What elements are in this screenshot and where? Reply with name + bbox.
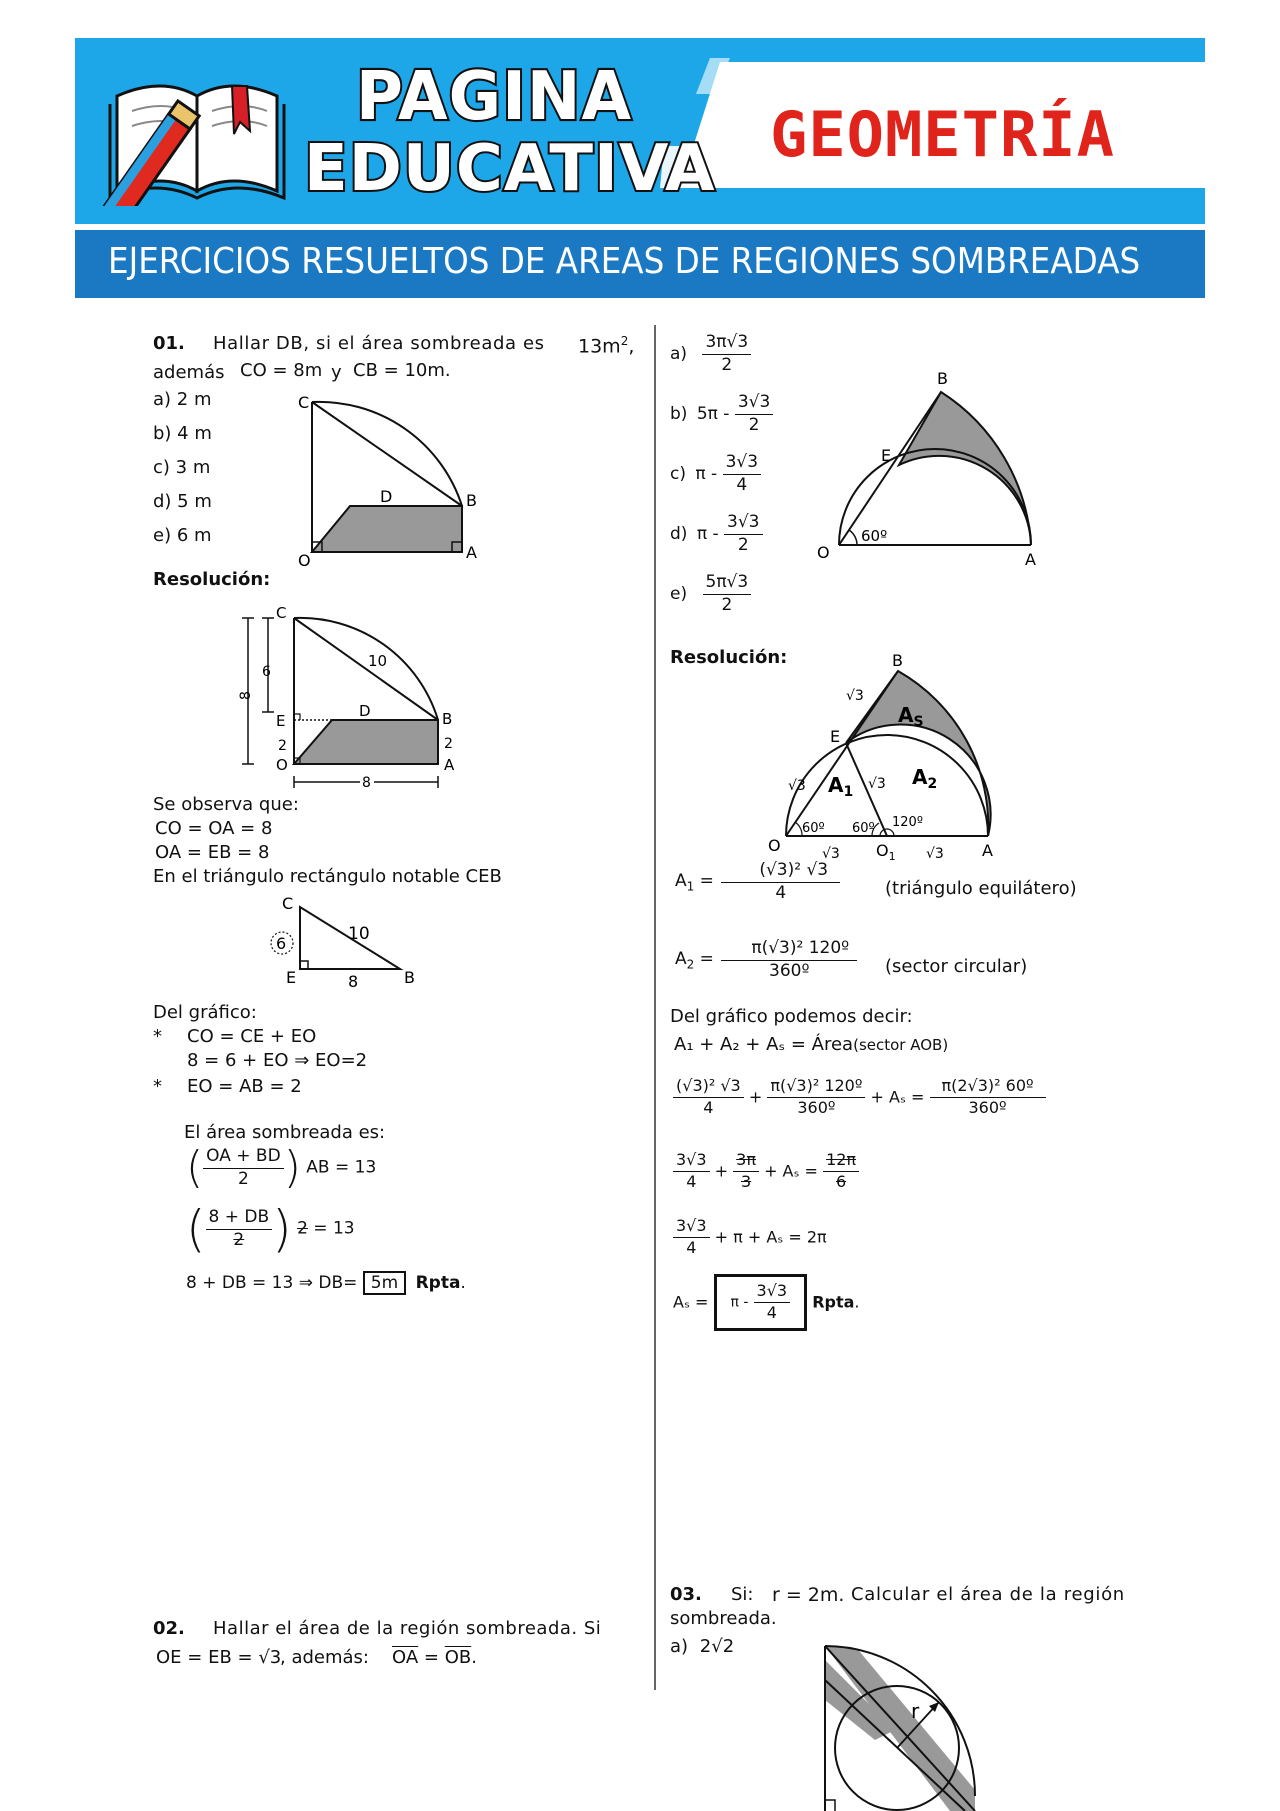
p2-fig-label-o: O [817, 543, 830, 562]
p2-sum-eq: A₁ + A₂ + Aₛ = Área(sector AOB) [674, 1034, 949, 1055]
p1-given-co: CO = 8m [240, 360, 323, 381]
p1-bullet-2: * [153, 1076, 162, 1097]
p2-a1-formula: $A_1$ = $\frac{\text{(√3)² √3}}{4}$ [675, 862, 840, 903]
p1-option-d: d) 5 m [153, 491, 212, 512]
p2-resolution-figure [760, 650, 1010, 865]
brand-line2: EDUCATIVA [304, 132, 716, 206]
p1-fig-label-b: B [466, 491, 477, 510]
p2-fig2-label-r3c: √3 [868, 776, 886, 792]
p1-step1: CO = CE + EO [187, 1026, 317, 1047]
p2-option-a: a) $\frac{3\pi√3}{2}$ [670, 334, 751, 375]
p1-number: 01. [153, 333, 185, 354]
p2-fig2-label-ang1: 60º [802, 821, 825, 836]
p1-observe: Se observa que: [153, 794, 299, 815]
p3-statement-3: sombreada. [670, 1608, 777, 1629]
p1-fig-label-c: C [298, 393, 310, 412]
p2-step-line2: $\frac{3√3}{4}$ + $\frac{3\pi}{3}$ + Aₛ = $\frac{12\pi}{6}$ [673, 1152, 859, 1191]
p1-option-b: b) 4 m [153, 423, 212, 444]
p2-number: 02. [153, 1618, 185, 1639]
p1-fig-label-a: A [466, 543, 477, 562]
p3-statement-1: Si: [731, 1584, 754, 1605]
p2-fig2-label-a1: $A_1$ [828, 773, 854, 800]
p2-fig-label-a: A [1025, 550, 1036, 569]
p1-fig2-label-10: 10 [368, 652, 388, 670]
p1-fig2-label-2a: 2 [278, 738, 287, 754]
p1-final: 8 + DB = 13 ⇒ DB= 5m Rpta. [186, 1273, 466, 1293]
p2-a1-note: (triángulo equilátero) [885, 878, 1077, 899]
p3-given: r = 2m. [772, 1584, 845, 1606]
p2-option-d: d) π - $\frac{3√3}{2}$ [670, 514, 763, 555]
p1-answer-box: 5m [363, 1271, 406, 1295]
p2-fig2-label-ang2: 60º [852, 821, 875, 836]
p2-given: OE = EB = √3 [156, 1647, 282, 1668]
p1-resolution-figure [236, 600, 476, 795]
p2-fig2-label-a2: $A_2$ [912, 765, 938, 792]
p2-del-grafico: Del gráfico podemos decir: [670, 1006, 913, 1027]
p1-eq1: CO = OA = 8 [155, 818, 273, 839]
p2-option-e: e) $\frac{5\pi√3}{2}$ [670, 574, 751, 615]
p1-fig-label-o: O [298, 551, 311, 570]
p1-step3: EO = AB = 2 [187, 1076, 302, 1097]
p1-area: $13m^2$, [578, 334, 635, 358]
p1-tri-label-e: E [286, 968, 297, 987]
p1-fig2-label-a: A [444, 756, 455, 774]
p2-a2-formula: $A_2$ = $\frac{\text{π(√3)² 120º}}{\text{360º}}$ [675, 940, 857, 981]
p1-bullet-1: * [153, 1026, 162, 1047]
p1-del-grafico: Del gráfico: [153, 1002, 257, 1023]
p1-fig-label-d: D [380, 487, 393, 506]
p1-resolution-heading: Resolución: [153, 569, 271, 590]
p2-answer-box: π - $\frac{3√3}{4}$ [714, 1274, 808, 1331]
p1-fig2-label-6: 6 [262, 664, 271, 680]
p3-figure [815, 1640, 1015, 1811]
p2-arcs: $\overline{OA} = \overline{OB}$. [392, 1647, 477, 1668]
p2-fig-label-b: B [937, 369, 948, 388]
p2-fig2-label-o1: $O_1$ [876, 841, 896, 863]
p1-area-is: El área sombreada es: [184, 1122, 386, 1143]
p2-fig-label-angle: 60º [861, 527, 888, 545]
p1-fig2-label-2b: 2 [444, 736, 453, 752]
p2-option-b: b) 5π - $\frac{3√3}{2}$ [670, 394, 773, 435]
p1-triangle-note: En el triángulo rectángulo notable CEB [153, 866, 502, 887]
p2-step-line3: $\frac{3√3}{4}$ + π + Aₛ = 2π [673, 1218, 827, 1257]
p2-figure [815, 365, 1055, 570]
p1-tri-label-6: 6 [276, 934, 287, 953]
page-title: EJERCICIOS RESUELTOS DE AREAS DE REGIONES SOMBREADAS [108, 241, 1141, 282]
p3-fig-label-r: r [911, 1699, 920, 1723]
p1-option-c: c) 3 m [153, 457, 211, 478]
p3-option-a: a) 2√2 [670, 1636, 735, 1657]
p2-fig2-label-r3d: √3 [822, 846, 840, 862]
brand-line1: PAGINA [356, 58, 632, 136]
p1-given-cb: CB = 10m. [353, 360, 451, 381]
p2-fig2-label-ang3: 120º [892, 815, 923, 830]
p1-fig2-label-8h: 8 [362, 775, 371, 791]
p1-and: y [331, 362, 342, 383]
p1-fig2-label-c: C [276, 604, 287, 622]
p1-eq2: OA = EB = 8 [155, 842, 270, 863]
p1-fig2-label-e: E [276, 712, 286, 730]
p2-fig2-label-r3a: √3 [846, 688, 864, 704]
p1-formula-2: ( $\frac{8 + DB}{2}$ ) 2 = 13 [186, 1200, 355, 1258]
p2-statement: Hallar el área de la región sombreada. Si [213, 1618, 602, 1639]
p2-fig2-label-b: B [892, 651, 903, 670]
subject-title: GEOMETRÍA [770, 98, 1115, 171]
p1-fig2-label-8v: 8 [238, 691, 254, 700]
p1-tri-label-b: B [404, 968, 415, 987]
column-divider [654, 325, 656, 1690]
p1-statement: Hallar DB, si el área sombreada es [213, 333, 545, 354]
p2-a2-note: (sector circular) [885, 956, 1028, 977]
p2-fig2-label-e: E [830, 727, 841, 746]
p1-triangle-figure [268, 895, 428, 987]
p1-option-e: e) 6 m [153, 525, 212, 546]
p1-fig2-label-d: D [359, 702, 371, 720]
p2-fig2-label-as: $A_S$ [898, 703, 924, 730]
p2-fig-label-e: E [881, 446, 892, 465]
p2-resolution-heading: Resolución: [670, 647, 788, 668]
book-pencil-logo-icon [92, 56, 302, 206]
p2-fig2-label-r3b: √3 [788, 778, 806, 794]
p2-fig2-label-r3e: √3 [926, 846, 944, 862]
p2-answer: Aₛ = π - $\frac{3√3}{4}$ Rpta. [673, 1274, 860, 1331]
p1-figure [290, 390, 490, 570]
p1-option-a: a) 2 m [153, 389, 212, 410]
p1-statement-2: además [153, 362, 225, 383]
p1-step2: 8 = 6 + EO ⇒ EO=2 [187, 1050, 368, 1071]
p1-fig2-label-b: B [442, 710, 453, 728]
p2-fig2-label-a: A [982, 841, 993, 860]
p1-tri-label-c: C [282, 895, 294, 913]
p3-number: 03. [670, 1584, 702, 1605]
p1-fig2-label-o: O [276, 756, 288, 774]
p2-option-c: c) π - $\frac{3√3}{4}$ [670, 454, 761, 495]
p1-formula-1: ( $\frac{OA + BD}{2}$ ) AB = 13 [186, 1142, 377, 1193]
p1-tri-label-10: 10 [348, 924, 370, 944]
p2-step-line1: $\frac{\text{(√3)² √3}}{4}$ + $\frac{\text{π(√3)² 120º}}{\text{360º}}$ + Aₛ = $\frac{\text{π(2√3)² 60º}}{\text{360º}}$ [673, 1078, 1046, 1117]
p1-tri-label-8: 8 [348, 972, 359, 987]
p3-statement-2: Calcular el área de la región [851, 1584, 1125, 1605]
p2-fig2-label-o: O [768, 836, 781, 855]
p2-also: , además: [280, 1647, 369, 1668]
